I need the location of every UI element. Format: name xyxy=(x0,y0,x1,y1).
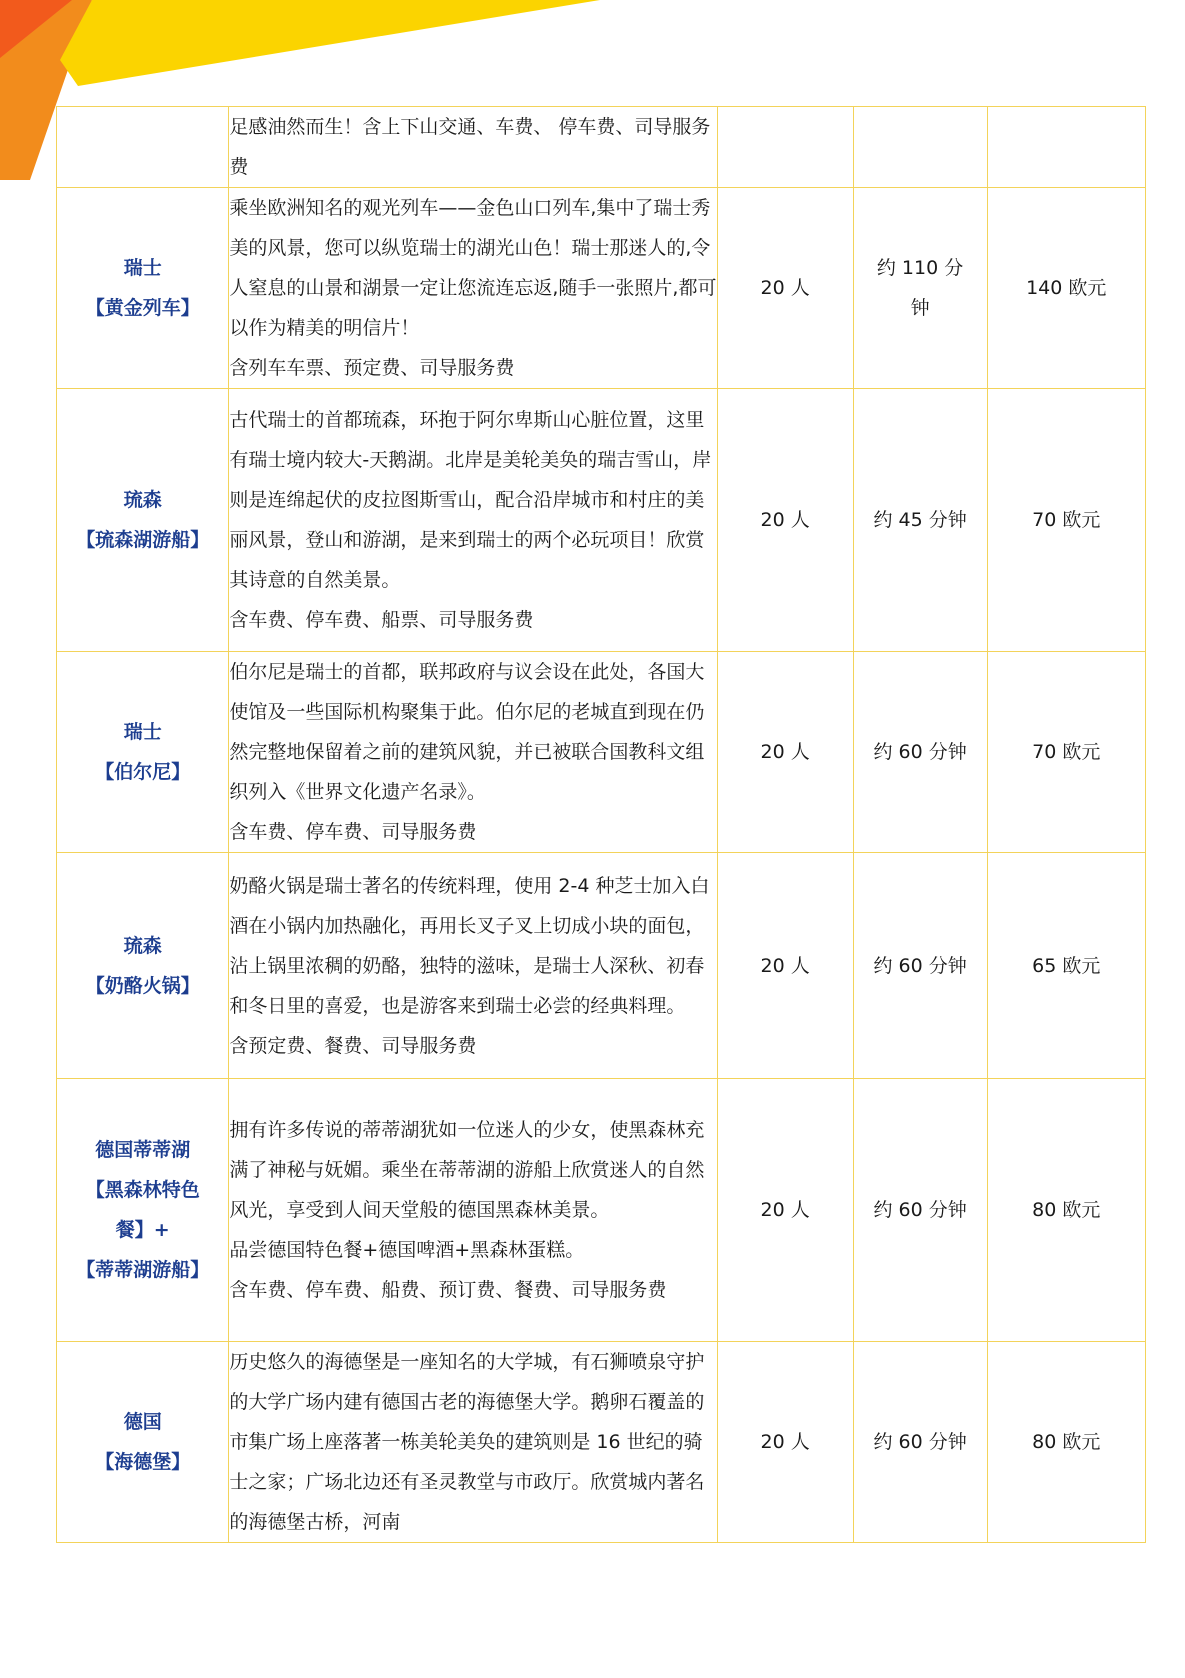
duration-cell: 约 60 分钟 xyxy=(853,652,987,853)
price-cell: 80 欧元 xyxy=(987,1342,1146,1543)
place-cell xyxy=(57,652,229,853)
description-text: 足感油然而生！含上下山交通、车费、 停车费、司导服务费 xyxy=(229,116,711,178)
description-text: 奶酪火锅是瑞士著名的传统料理，使用 2-4 种芝士加入白酒在小锅内加热融化，再用长叉子叉上切成小块的面包，沾上锅里浓稠的奶酪，独特的滋味，是瑞士人深秋、初春和冬日里的喜爱，也是游客来到瑞士必尝的经典料理。 xyxy=(229,874,710,1017)
price-cell: 140 欧元 xyxy=(987,188,1146,389)
description-text: 品尝德国特色餐+德国啤酒+黑森林蛋糕。 xyxy=(229,1239,585,1261)
description-text: 历史悠久的海德堡是一座知名的大学城，有石狮喷泉守护的大学广场内建有德国古老的海德堡大学。鹅卵石覆盖的市集广场上座落著一栋美轮美奂的建筑则是 16 世纪的骑士之家；广场北边还有圣灵教堂与市政厅。欣赏城内著名的海德堡古桥，河南 xyxy=(229,1351,705,1533)
place-name: 【奶酪火锅】 xyxy=(85,974,200,997)
people-cell: 20 人 xyxy=(717,652,853,853)
description-cell xyxy=(229,1342,717,1543)
place-name: 瑞士 xyxy=(123,257,162,279)
description-cell xyxy=(229,389,717,652)
place-cell xyxy=(57,853,229,1079)
place-cell xyxy=(57,107,229,188)
place-cell xyxy=(57,1079,229,1342)
table-row xyxy=(57,1342,1146,1543)
description-cell xyxy=(229,853,717,1079)
place-name: 德国 xyxy=(123,1411,162,1433)
place-name: 琉森 xyxy=(123,489,162,511)
place-cell xyxy=(57,389,229,652)
place-name: 【黄金列车】 xyxy=(85,297,200,319)
place-name: 【蒂蒂湖游船】 xyxy=(76,1259,210,1281)
table-row xyxy=(57,389,1146,652)
description-text: 乘坐欧洲知名的观光列车——金色山口列车,集中了瑞士秀美的风景，您可以纵览瑞士的湖光山色！瑞士那迷人的,令人窒息的山景和湖景一定让您流连忘返,随手一张照片,都可以作为精美的明信片！ xyxy=(229,197,717,339)
people-cell: 20 人 xyxy=(717,1079,853,1342)
description-text: 含车费、停车费、船票、司导服务费 xyxy=(229,609,534,631)
description-text: 含车费、停车费、司导服务费 xyxy=(229,821,477,843)
description-text: 古代瑞士的首都琉森，环抱于阿尔卑斯山心脏位置，这里有瑞士境内较大-天鹅湖。北岸是美轮美奂的瑞吉雪山，岸则是连绵起伏的皮拉图斯雪山，配合沿岸城市和村庄的美丽风景，登山和游湖，是来到瑞士的两个必玩项目！欣赏其诗意的自然美景。 xyxy=(229,409,712,591)
place-name: 【伯尔尼】 xyxy=(95,761,191,783)
description-text: 含列车车票、预定费、司导服务费 xyxy=(229,357,515,379)
description-cell xyxy=(229,652,717,853)
price-cell: 70 欧元 xyxy=(987,389,1146,652)
table-row xyxy=(57,652,1146,853)
people-cell: 20 人 xyxy=(717,1342,853,1543)
description-cell xyxy=(229,1079,717,1342)
description-cell xyxy=(229,107,717,188)
description-cell xyxy=(229,188,717,389)
place-name: 餐】+ xyxy=(115,1219,170,1241)
table-row xyxy=(57,107,1146,188)
people-cell: 20 人 xyxy=(717,188,853,389)
duration-cell xyxy=(853,188,987,389)
description-text: 含车费、停车费、船费、预订费、餐费、司导服务费 xyxy=(229,1279,667,1301)
duration-cell: 约 60 分钟 xyxy=(853,1079,987,1342)
place-name: 瑞士 xyxy=(123,721,162,743)
table-row xyxy=(57,188,1146,389)
place-name: 【黑森林特色 xyxy=(85,1179,200,1201)
duration-cell xyxy=(853,107,987,188)
duration-text: 约 110 分钟 xyxy=(876,257,964,319)
price-cell: 80 欧元 xyxy=(987,1079,1146,1342)
price-cell: 70 欧元 xyxy=(987,652,1146,853)
duration-cell: 约 45 分钟 xyxy=(853,389,987,652)
description-text: 伯尔尼是瑞士的首都，联邦政府与议会设在此处，各国大使馆及一些国际机构聚集于此。伯尔尼的老城直到现在仍然完整地保留着之前的建筑风貌，并已被联合国教科文组织列入《世界文化遗产名录》。 xyxy=(229,661,705,803)
people-cell: 20 人 xyxy=(717,389,853,652)
place-name: 【海德堡】 xyxy=(95,1451,191,1473)
description-text: 拥有许多传说的蒂蒂湖犹如一位迷人的少女，使黑森林充满了神秘与妩媚。乘坐在蒂蒂湖的游船上欣赏迷人的自然风光，享受到人间天堂般的德国黑森林美景。 xyxy=(229,1119,705,1221)
duration-cell: 约 60 分钟 xyxy=(853,853,987,1079)
price-cell xyxy=(987,107,1146,188)
description-text: 含预定费、餐费、司导服务费 xyxy=(229,1034,477,1057)
people-cell xyxy=(717,107,853,188)
place-name: 琉森 xyxy=(123,934,162,957)
place-cell xyxy=(57,1342,229,1543)
duration-cell: 约 60 分钟 xyxy=(853,1342,987,1543)
place-name: 【琉森湖游船】 xyxy=(76,529,210,551)
place-cell xyxy=(57,188,229,389)
table-row xyxy=(57,1079,1146,1342)
table-row xyxy=(57,853,1146,1079)
place-name: 德国蒂蒂湖 xyxy=(95,1139,191,1161)
price-cell: 65 欧元 xyxy=(987,853,1146,1079)
itinerary-table xyxy=(56,106,1146,1543)
people-cell: 20 人 xyxy=(717,853,853,1079)
